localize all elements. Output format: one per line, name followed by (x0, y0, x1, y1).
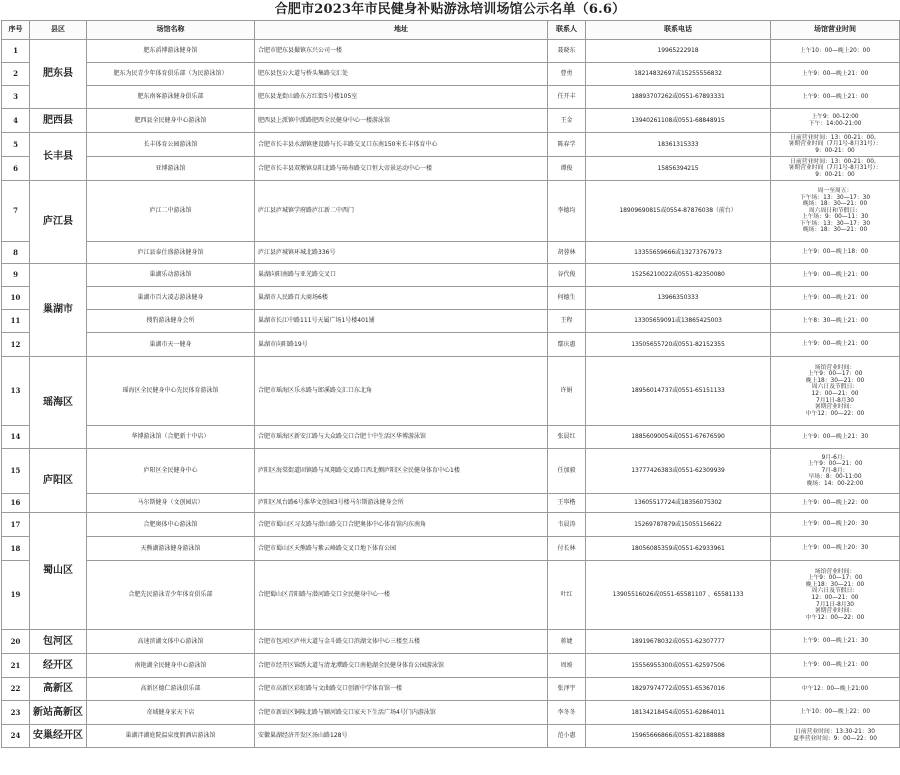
table-row (2, 40, 900, 63)
venue-hours: 上午9：00—晚上21：00 (771, 86, 900, 109)
row-no: 2 (2, 63, 30, 86)
venue-hours: 上午9：00—晚上20：30 (771, 513, 900, 537)
venue-name: 马尔斯健身（文创园店） (87, 494, 255, 513)
venue-phone: 13905516026或0551-65581107 、65581133 (586, 561, 771, 630)
venue-hours: 上午9：00—晚上21：00 (771, 63, 900, 86)
venue-contact: 何德生 (548, 287, 586, 310)
venue-address: 庐阳区海棠街道固镇路与凤翔路交叉路口西北侧庐阳区全民健身体育中心1楼 (255, 449, 548, 494)
venue-phone: 18297974772或0551-65367016 (586, 678, 771, 701)
county-cell: 巢湖市 (30, 264, 87, 357)
venue-phone: 15269787879或15055156622 (586, 513, 771, 537)
venue-phone: 15556955300或0551-62597506 (586, 654, 771, 678)
venue-contact: 任加毅 (548, 449, 586, 494)
venue-address: 合肥市长丰县水湖镇建设路与长丰路交叉口东南150米长丰体育中心 (255, 133, 548, 157)
table-row (2, 287, 900, 310)
header-no: 序号 (2, 21, 30, 40)
venue-name: 巢湖乐动游泳馆 (87, 264, 255, 287)
county-cell: 瑶海区 (30, 357, 87, 449)
venue-address: 合肥市蜀山区习友路与潜山路交口合肥奥体中心体育馆内东南角 (255, 513, 548, 537)
county-cell: 蜀山区 (30, 513, 87, 630)
venue-table (1, 20, 900, 748)
row-no: 6 (2, 157, 30, 181)
row-no: 17 (2, 513, 30, 537)
row-no: 11 (2, 310, 30, 333)
venue-name: 合肥奥体中心游泳馆 (87, 513, 255, 537)
venue-phone: 13355659666或13273767973 (586, 242, 771, 264)
venue-hours: 9月-6月： 上午9：00—21：00 7月-8月： 早场：8：00-11:00 晚场：14：00-22:00 (771, 449, 900, 494)
venue-contact: 付长林 (548, 537, 586, 561)
table-row (2, 630, 900, 654)
venue-phone: 19965222918 (586, 40, 771, 63)
venue-name: 奇域健身家天下店 (87, 701, 255, 725)
venue-hours: 上午9：00—晚上18：00 (771, 242, 900, 264)
venue-name: 华博游泳馆（合肥新十中店） (87, 426, 255, 449)
venue-hours: 中午12：00—晚上21:00 (771, 678, 900, 701)
county-cell: 肥东县 (30, 40, 87, 109)
venue-contact: 王寧楷 (548, 494, 586, 513)
venue-address: 合肥市长丰县双墩镇阜阳北路与砀寿路交口恒大帝景运动中心一楼 (255, 157, 548, 181)
venue-phone: 13940261108或0551-68848915 (586, 109, 771, 133)
venue-name: 高新区德仁游泳俱乐部 (87, 678, 255, 701)
header-county: 县区 (30, 21, 87, 40)
venue-contact: 谷代俊 (548, 264, 586, 287)
venue-hours: 上午9：00—晚上21：30 (771, 426, 900, 449)
row-no: 18 (2, 537, 30, 561)
row-no: 20 (2, 630, 30, 654)
venue-phone: 18361315333 (586, 133, 771, 157)
page-title: 合肥市2023年市民健身补贴游泳培训场馆公示名单（6.6） (274, 2, 626, 17)
county-cell: 经开区 (30, 654, 87, 678)
venue-contact: 李冬冬 (548, 701, 586, 725)
venue-contact: 韦晨涛 (548, 513, 586, 537)
venue-contact: 王程 (548, 310, 586, 333)
table-row (2, 181, 900, 242)
venue-phone: 18893707262或0551-67893331 (586, 86, 771, 109)
venue-phone: 18134218454或0551-62864011 (586, 701, 771, 725)
venue-contact: 范小惠 (548, 725, 586, 748)
venue-phone: 15856394215 (586, 157, 771, 181)
venue-address: 肥东县龙街山路东方红街5号楼105室 (255, 86, 548, 109)
venue-contact: 张泽宇 (548, 678, 586, 701)
county-cell: 长丰县 (30, 133, 87, 181)
venue-phone: 15965666866或0551-82188888 (586, 725, 771, 748)
venue-phone: 18214832697或15255556832 (586, 63, 771, 86)
venue-hours: 上午10：00—晚上22：00 (771, 701, 900, 725)
row-no: 21 (2, 654, 30, 678)
venue-contact: 李德均 (548, 181, 586, 242)
venue-name: 巢湖泮湖庭院温泉度假酒店游泳馆 (87, 725, 255, 748)
venue-address: 庐阳区凤台路6号淮华文创园3号楼马尔斯游泳健身会所 (255, 494, 548, 513)
county-cell: 高新区 (30, 678, 87, 701)
table-row (2, 561, 900, 630)
row-no: 9 (2, 264, 30, 287)
row-no: 22 (2, 678, 30, 701)
venue-contact: 胡蓉林 (548, 242, 586, 264)
venue-name: 肥西县全民健身中心游泳馆 (87, 109, 255, 133)
venue-name: 高速滨湖文体中心游泳馆 (87, 630, 255, 654)
table-row (2, 357, 900, 426)
venue-hours: 场馆营业时间： 上午9：00—17：00 晚上18：30—21：00 周六日及节假日： 12：00—21：00 7月1日-8月30 暑期营业时间： 中午12：00—22：00 (771, 561, 900, 630)
venue-contact: 陈春学 (548, 133, 586, 157)
county-cell: 肥西县 (30, 109, 87, 133)
venue-address: 巢湖市人民路百大商场6楼 (255, 287, 548, 310)
row-no: 12 (2, 333, 30, 357)
venue-phone: 18956014737或0551-65151133 (586, 357, 771, 426)
venue-hours: 上午9：00—晚上21：30 (771, 630, 900, 654)
venue-name: 南艳湖全民健身中心游泳馆 (87, 654, 255, 678)
venue-hours: 上午9：00-12:00 下午：14:00-21:00 (771, 109, 900, 133)
venue-address: 肥东县包公大道与桥头集路交汇处 (255, 63, 548, 86)
venue-phone: 13777426383或0551-62309939 (586, 449, 771, 494)
venue-name: 亚博游泳馆 (87, 157, 255, 181)
venue-hours: 日前营业时间：13：00-21：00。 暑期营业时间（7月1号-8月31号）： 9：00-21：00 (771, 157, 900, 181)
venue-phone: 18856090054或0551-67676590 (586, 426, 771, 449)
venue-address: 庐江县庐城镇环城北路336号 (255, 242, 548, 264)
venue-phone: 18909690815或0554-87876038（前台） (586, 181, 771, 242)
table-row (2, 678, 900, 701)
table-header-row (2, 21, 900, 40)
venue-contact: 任开丰 (548, 86, 586, 109)
row-no: 1 (2, 40, 30, 63)
row-no: 7 (2, 181, 30, 242)
venue-hours: 日前营业时间：13：00-21：00。 暑期营业时间（7月1号-8月31号）： 9：00-21：00 (771, 133, 900, 157)
table-row (2, 157, 900, 181)
venue-phone: 13966350333 (586, 287, 771, 310)
venue-hours: 上午9：00—晚上21：00 (771, 333, 900, 357)
row-no: 8 (2, 242, 30, 264)
venue-hours: 上午9：00—晚上20：30 (771, 537, 900, 561)
venue-address: 合肥市蜀山区天熊路与紫云峰路交叉口地下体育公园 (255, 537, 548, 561)
venue-name: 合肥先民游泳青少年体育俱乐部 (87, 561, 255, 630)
table-row (2, 426, 900, 449)
venue-address: 合肥市包河区庐州大道与金斗路交口滨湖文体中心三楼至五楼 (255, 630, 548, 654)
table-row (2, 333, 900, 357)
venue-address: 合肥市肥东县撮镇东兴公司一楼 (255, 40, 548, 63)
county-cell: 新站高新区 (30, 701, 87, 725)
venue-contact: 许娟 (548, 357, 586, 426)
venue-contact: 谭俊 (548, 157, 586, 181)
venue-contact: 王金 (548, 109, 586, 133)
venue-address: 合肥市新站区铜陵北路与颍河路交口家天下生活广场4号门内游泳馆 (255, 701, 548, 725)
venue-phone: 13605517724或18356075302 (586, 494, 771, 513)
county-cell: 庐江县 (30, 181, 87, 264)
table-row (2, 494, 900, 513)
row-no: 23 (2, 701, 30, 725)
venue-hours: 上午8：30—晚上21：00 (771, 310, 900, 333)
row-no: 4 (2, 109, 30, 133)
row-no: 3 (2, 86, 30, 109)
table-row (2, 109, 900, 133)
venue-hours: 日前营业时间：13:30-21：30 夏季营业时间：9：00—22：00 (771, 725, 900, 748)
row-no: 19 (2, 561, 30, 630)
venue-name: 肥东南客游泳健身俱乐部 (87, 86, 255, 109)
table-row (2, 242, 900, 264)
venue-contact: 叶红 (548, 561, 586, 630)
row-no: 16 (2, 494, 30, 513)
venue-address: 肥西县上派镇中派路肥西全民健身中心一楼游泳馆 (255, 109, 548, 133)
venue-name: 长丰体育公园游泳馆 (87, 133, 255, 157)
venue-address: 巢湖向阳南路与亚光路交叉口 (255, 264, 548, 287)
table-row (2, 513, 900, 537)
county-cell: 庐阳区 (30, 449, 87, 513)
venue-name: 瑶海区全民健身中心先民体育游泳馆 (87, 357, 255, 426)
venue-hours: 上午9：00—晚上22：00 (771, 494, 900, 513)
header-phone: 联系电话 (586, 21, 771, 40)
header-hours: 场馆营业时间 (771, 21, 900, 40)
venue-phone: 13305659091或13865425003 (586, 310, 771, 333)
table-row (2, 310, 900, 333)
county-cell: 包河区 (30, 630, 87, 654)
venue-contact: 聂晓东 (548, 40, 586, 63)
venue-name: 天熊湖游泳健身游泳馆 (87, 537, 255, 561)
venue-hours: 周一至周五： 下午场：13：30—17：30 晚场：18：30—21：00 周六周日和节假日： 上午场：9：00—11：30 下午场：13：30—17：30 晚场：18：30—21：00 (771, 181, 900, 242)
venue-address: 合肥市高新区彩虹路与文曲路交口创新中学体育馆一楼 (255, 678, 548, 701)
venue-hours: 上午9：00—晚上21：00 (771, 287, 900, 310)
county-cell: 安巢经开区 (30, 725, 87, 748)
venue-contact: 周竣 (548, 654, 586, 678)
row-no: 10 (2, 287, 30, 310)
venue-address: 合肥市瑶海区新安江路与大众路交口合肥十中生活区华博游泳馆 (255, 426, 548, 449)
table-row (2, 63, 900, 86)
table-row (2, 537, 900, 561)
row-no: 24 (2, 725, 30, 748)
table-row (2, 264, 900, 287)
venue-address: 巢湖市长江中路111号天属广场1号楼401铺 (255, 310, 548, 333)
venue-address: 合肥市经开区锦绣大道与清龙潭路交口南艳湖全民健身体育公园游泳馆 (255, 654, 548, 678)
header-address: 地址 (255, 21, 548, 40)
venue-name: 肥东为民青少年体育俱乐部（为民游泳馆） (87, 63, 255, 86)
venue-name: 巢湖市百大凌志游泳健身 (87, 287, 255, 310)
venue-hours: 上午9：00—晚上21：00 (771, 654, 900, 678)
table-row (2, 133, 900, 157)
venue-hours: 上午9：00—晚上21：00 (771, 264, 900, 287)
header-venue: 场馆名称 (87, 21, 255, 40)
venue-address: 合肥市瑶海区乐水路与郎溪路交汇口东北角 (255, 357, 548, 426)
venue-address: 巢湖市向阳路19号 (255, 333, 548, 357)
venue-address: 庐江县庐城镇学府路庐江新二中西门 (255, 181, 548, 242)
venue-phone: 18056085359或0551-62933961 (586, 537, 771, 561)
venue-phone: 18919678032或0551-62307777 (586, 630, 771, 654)
table-row (2, 725, 900, 748)
venue-name: 庐江二中游泳馆 (87, 181, 255, 242)
row-no: 5 (2, 133, 30, 157)
venue-contact: 张晨红 (548, 426, 586, 449)
venue-contact: 曹勇 (548, 63, 586, 86)
row-no: 14 (2, 426, 30, 449)
table-row (2, 449, 900, 494)
venue-name: 庐阳区全民健身中心 (87, 449, 255, 494)
table-row (2, 654, 900, 678)
row-no: 15 (2, 449, 30, 494)
venue-name: 搜豹游泳健身会所 (87, 310, 255, 333)
venue-name: 肥东滔博游泳健身馆 (87, 40, 255, 63)
header-contact: 联系人 (548, 21, 586, 40)
venue-address: 安徽巢湖经济开发区汤山路128号 (255, 725, 548, 748)
venue-phone: 13505655720或0551-82152355 (586, 333, 771, 357)
venue-address: 合肥蜀山区青阳路与潜河路交口全民健身中心一楼 (255, 561, 548, 630)
venue-contact: 鄢庆惠 (548, 333, 586, 357)
venue-phone: 15256210022或0551-82350080 (586, 264, 771, 287)
venue-name: 巢湖市天一健身 (87, 333, 255, 357)
venue-name: 庐江县泰仕盛游泳健身馆 (87, 242, 255, 264)
row-no: 13 (2, 357, 30, 426)
venue-hours: 场馆营业时间： 上午9：00—17：00 晚上18：30—21：00 周六日及节假日： 12：00—21：00 7月1日-8月30 暑期营业时间： 中午12：00—22：00 (771, 357, 900, 426)
table-row (2, 86, 900, 109)
table-row (2, 701, 900, 725)
venue-contact: 蒋婕 (548, 630, 586, 654)
venue-hours: 上午10：00—晚上20：00 (771, 40, 900, 63)
